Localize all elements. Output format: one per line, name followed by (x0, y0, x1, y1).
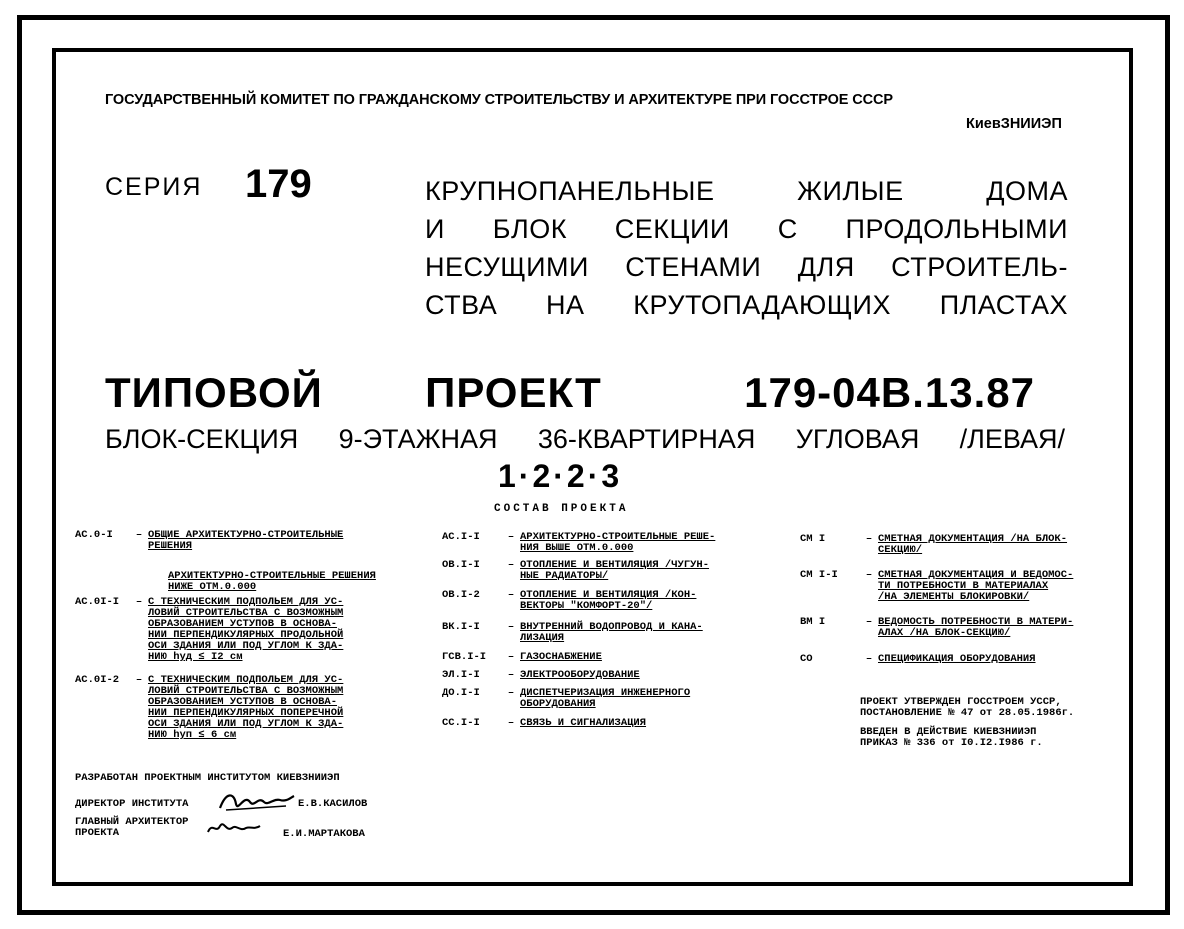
series-title-word: ДЛЯ (797, 252, 855, 282)
composition-description-line: НЫЕ РАДИАТОРЫ/ (520, 570, 609, 582)
composition-code: ВК.I-I (442, 621, 480, 633)
composition-description-line: ОБЩИЕ АРХИТЕКТУРНО-СТРОИТЕЛЬНЫЕ (148, 529, 344, 541)
composition-description (520, 532, 715, 554)
composition-description-line: СЕКЦИЮ/ (878, 544, 923, 556)
project-code: 179-04В.13.87 (744, 369, 1035, 416)
composition-code: СМ I-I (800, 569, 838, 581)
composition-item (442, 688, 690, 710)
composition-description-line: НИЮ hуп ≤ 6 см (148, 729, 237, 741)
series-title-word: КРУПНОПАНЕЛЬНЫЕ (425, 176, 715, 206)
composition-description-line: АЛАХ /НА БЛОК-СЕКЦИЮ/ (878, 627, 1011, 639)
composition-description-line: СМЕТНАЯ ДОКУМЕНТАЦИЯ И ВЕДОМОС- (878, 569, 1074, 581)
series-title-line (425, 172, 1068, 210)
composition-description (520, 622, 703, 644)
composition-code: АС.0-I (75, 529, 113, 541)
composition-description-line: ЛОВИЙ СТРОИТЕЛЬСТВА С ВОЗМОЖНЫМ (148, 685, 344, 697)
architect-label-1: ГЛАВНЫЙ АРХИТЕКТОР (75, 816, 189, 828)
director-signature (216, 788, 296, 819)
composition-description-line: НИЯ ВЫШЕ ОТМ.0.000 (520, 542, 634, 554)
composition-dash: – (507, 717, 515, 729)
composition-code (95, 571, 150, 593)
composition-description-line: ОБРАЗОВАНИЕМ УСТУПОВ В ОСНОВА- (148, 696, 338, 708)
composition-description (520, 560, 709, 582)
composition-description-line: РЕШЕНИЯ (148, 540, 193, 552)
variant-word: 36-КВАРТИРНАЯ (537, 424, 756, 454)
composition-description-line: ЛОВИЙ СТРОИТЕЛЬСТВА С ВОЗМОЖНЫМ (148, 607, 344, 619)
composition-description-line: ОБРАЗОВАНИЕМ УСТУПОВ В ОСНОВА- (148, 618, 338, 630)
variant-word: УГЛОВАЯ (795, 424, 920, 454)
variant-word: БЛОК-СЕКЦИЯ (105, 424, 299, 454)
composition-dash: – (507, 589, 515, 601)
composition-description-line: СВЯЗЬ И СИГНАЛИЗАЦИЯ (520, 717, 647, 729)
committee-header: ГОСУДАРСТВЕННЫЙ КОМИТЕТ ПО ГРАЖДАНСКОМУ СТРОИТЕЛЬСТВУ И АРХИТЕКТУРЕ ПРИ ГОССТРОЕ СССР (105, 92, 893, 108)
composition-description-line: НИИ ПЕРПЕНДИКУЛЯРНЫХ ПОПЕРЕЧНОЙ (148, 707, 344, 719)
composition-code: ДО.I-I (442, 687, 480, 699)
composition-code: АС.I-I (442, 531, 480, 543)
series-title-word: ДОМА (986, 176, 1068, 206)
composition-item (442, 622, 703, 644)
director-name: Е.В.КАСИЛОВ (298, 798, 368, 810)
composition-code: АС.0I-I (75, 596, 120, 608)
composition-description-line: ОСИ ЗДАНИЯ ИЛИ ПОД УГЛОМ К ЗДА- (148, 640, 344, 652)
composition-item (442, 670, 640, 681)
composition-description-line: АРХИТЕКТУРНО-СТРОИТЕЛЬНЫЕ РЕШЕНИЯ (168, 570, 376, 582)
composition-dash: – (135, 529, 143, 541)
composition-description-line: ОТОПЛЕНИЕ И ВЕНТИЛЯЦИЯ /КОН- (520, 589, 697, 601)
composition-description-line: СМЕТНАЯ ДОКУМЕНТАЦИЯ /НА БЛОК- (878, 533, 1068, 545)
composition-dash: – (135, 596, 143, 608)
series-title-word: СТЕНАМИ (625, 252, 762, 282)
composition-description (520, 718, 646, 729)
composition-dash: – (507, 559, 515, 571)
composition-item (800, 534, 1067, 556)
architect-label-2: ПРОЕКТА (75, 827, 120, 839)
composition-dash: – (135, 674, 143, 686)
composition-code: АС.0I-2 (75, 674, 120, 686)
composition-dash: – (865, 533, 873, 545)
developed-by: РАЗРАБОТАН ПРОЕКТНЫМ ИНСТИТУТОМ КИЕВЗНИИЭП (75, 772, 340, 784)
composition-description (878, 654, 1036, 665)
project-heading (105, 369, 1035, 417)
composition-item (75, 530, 343, 552)
composition-description-line: АРХИТЕКТУРНО-СТРОИТЕЛЬНЫЕ РЕШЕ- (520, 531, 716, 543)
composition-description (520, 590, 696, 612)
composition-code: ОВ.I-2 (442, 589, 480, 601)
project-word-typical: ТИПОВОЙ (105, 369, 323, 416)
composition-item (800, 617, 1073, 639)
composition-dash: – (865, 616, 873, 628)
series-title-word: СЕКЦИИ (614, 214, 730, 244)
composition-description (148, 675, 343, 741)
composition-description (520, 670, 640, 681)
series-title (425, 172, 1068, 324)
composition-description-line: ОБОРУДОВАНИЯ (520, 698, 596, 710)
composition-description (878, 570, 1073, 603)
composition-description-line: ВЕКТОРЫ "КОМФОРТ-20"/ (520, 600, 653, 612)
composition-code: СС.I-I (442, 717, 480, 729)
composition-description-line: /НА ЭЛЕМЕНТЫ БЛОКИРОВКИ/ (878, 591, 1030, 603)
project-word-project: ПРОЕКТ (425, 369, 602, 416)
architect-name: Е.И.МАРТАКОВА (283, 828, 365, 840)
composition-description-line: ЭЛЕКТРООБОРУДОВАНИЕ (520, 669, 640, 681)
composition-description-line: ГАЗОСНАБЖЕНИЕ (520, 651, 602, 663)
variant-word: 9-ЭТАЖНАЯ (338, 424, 498, 454)
series-title-word: С (777, 214, 798, 244)
composition-item (442, 590, 696, 612)
composition-description-line: С ТЕХНИЧЕСКИМ ПОДПОЛЬЕМ ДЛЯ УС- (148, 674, 344, 686)
composition-dash: – (507, 651, 515, 663)
composition-code: СО (800, 653, 813, 665)
series-title-word: ЖИЛЫЕ (797, 176, 904, 206)
composition-item (442, 560, 709, 582)
institute-name: КиевЗНИИЭП (966, 116, 1062, 132)
composition-description-line: НИЖЕ ОТМ.0.000 (168, 581, 257, 593)
series-title-word: КРУТОПАДАЮЩИХ (633, 290, 891, 320)
block-section-description (105, 424, 1065, 455)
composition-dash: – (507, 531, 515, 543)
composition-item (442, 532, 715, 554)
series-title-line (425, 248, 1068, 286)
enacted-note: ВВЕДЕН В ДЕЙСТВИЕ КИЕВЗНИИЭП ПРИКАЗ № 336 от I0.I2.I986 г. (860, 726, 1043, 749)
composition-description (148, 597, 343, 663)
series-label: СЕРИЯ (105, 173, 203, 201)
composition-description-line: С ТЕХНИЧЕСКИМ ПОДПОЛЬЕМ ДЛЯ УС- (148, 596, 344, 608)
series-title-word: ПРОДОЛЬНЫМИ (845, 214, 1068, 244)
composition-dash (150, 571, 168, 593)
composition-description (168, 571, 376, 593)
composition-item (95, 571, 376, 593)
composition-dash: – (507, 621, 515, 633)
composition-item (442, 652, 602, 663)
composition-description-line: ВЕДОМОСТЬ ПОТРЕБНОСТИ В МАТЕРИ- (878, 616, 1074, 628)
composition-code: ГСВ.I-I (442, 651, 487, 663)
composition-dash: – (507, 687, 515, 699)
composition-code: ЭЛ.I-I (442, 669, 480, 681)
composition-description-line: ДИСПЕТЧЕРИЗАЦИЯ ИНЖЕНЕРНОГО (520, 687, 691, 699)
sequence-number: 1·2·2·3 (498, 458, 623, 494)
composition-description (878, 534, 1067, 556)
composition-description-line: ОТОПЛЕНИЕ И ВЕНТИЛЯЦИЯ /ЧУГУН- (520, 559, 710, 571)
director-label: ДИРЕКТОР ИНСТИТУТА (75, 798, 189, 810)
composition-description (878, 617, 1073, 639)
composition-description-line: НИИ ПЕРПЕНДИКУЛЯРНЫХ ПРОДОЛЬНОЙ (148, 629, 344, 641)
composition-description-line: СПЕЦИФИКАЦИЯ ОБОРУДОВАНИЯ (878, 653, 1036, 665)
composition-code: СМ I (800, 533, 826, 545)
series-title-word: И (425, 214, 445, 244)
composition-dash: – (865, 653, 873, 665)
composition-title: СОСТАВ ПРОЕКТА (494, 503, 629, 515)
composition-description (148, 530, 343, 552)
series-number: 179 (245, 162, 312, 206)
composition-item (800, 654, 1036, 665)
series-title-word: ПЛАСТАХ (939, 290, 1068, 320)
composition-description (520, 688, 690, 710)
composition-description-line: НИЮ hуд ≤ I2 см (148, 651, 243, 663)
series-title-word: НЕСУЩИМИ (425, 252, 589, 282)
composition-description (520, 652, 602, 663)
composition-dash: – (507, 669, 515, 681)
series-title-line (425, 210, 1068, 248)
composition-description-line: ТИ ПОТРЕБНОСТИ В МАТЕРИАЛАХ (878, 580, 1049, 592)
composition-item (75, 675, 343, 741)
composition-code: ВМ I (800, 616, 826, 628)
composition-item (75, 597, 343, 663)
composition-item (800, 570, 1073, 603)
composition-description-line: ВНУТРЕННИЙ ВОДОПРОВОД И КАНА- (520, 621, 703, 633)
series-title-word: БЛОК (492, 214, 567, 244)
approval-note: ПРОЕКТ УТВЕРЖДЕН ГОССТРОЕМ УССР, ПОСТАНОВЛЕНИЕ № 47 от 28.05.1986г. (860, 696, 1075, 719)
variant-word: /ЛЕВАЯ/ (959, 424, 1065, 454)
series-title-word: НА (545, 290, 585, 320)
composition-code: ОВ.I-I (442, 559, 480, 571)
architect-signature (206, 818, 266, 843)
series-title-line (425, 286, 1068, 324)
series-title-word: СТРОИТЕЛЬ- (891, 252, 1068, 282)
composition-dash: – (865, 569, 873, 581)
composition-description-line: ЛИЗАЦИЯ (520, 632, 565, 644)
series-title-word: СТВА (425, 290, 498, 320)
composition-description-line: ОСИ ЗДАНИЯ ИЛИ ПОД УГЛОМ К ЗДА- (148, 718, 344, 730)
composition-item (442, 718, 646, 729)
